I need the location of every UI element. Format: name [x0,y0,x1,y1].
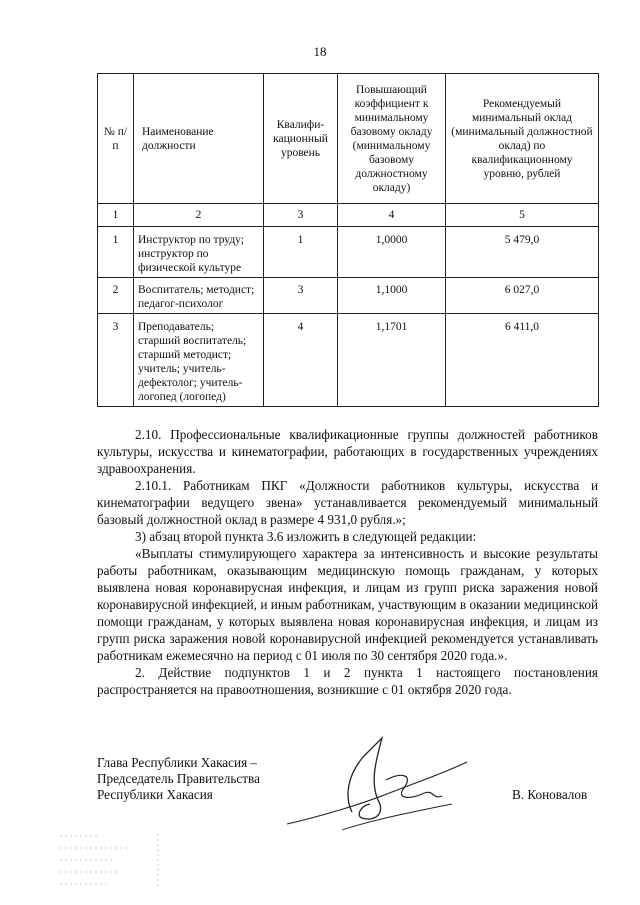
signatory-name: В. Коновалов [512,787,588,802]
signatory-title [97,755,260,803]
recommended-salary: 6 027,0 [446,278,599,314]
column-index-row [98,204,599,227]
table-row [98,278,599,314]
paragraph: 3) абзац второй пункта 3.6 изложить в следующей редакции: [135,529,477,544]
column-index: 3 [264,204,338,227]
recommended-salary: 5 479,0 [446,227,599,278]
row-number: 1 [98,227,134,278]
coefficient: 1,1000 [338,278,446,314]
header-position-name: Наименование должности [134,74,264,204]
table-row [98,314,599,407]
position-name: Преподаватель; старший воспитатель; старший методист; учитель; учитель-дефектолог; учитель-логопед (логопед) [134,314,264,407]
paragraph: 2.10. Профессиональные квалификационные группы должностей работников культуры, искусства и кинематографии, работающих в государственных учреждениях здравоохранения. [97,427,598,476]
qualification-level: 4 [264,314,338,407]
column-index: 2 [134,204,264,227]
page-number: 18 [313,44,327,59]
row-number: 2 [98,278,134,314]
paragraph: 2. Действие подпунктов 1 и 2 пункта 1 настоящего постановления распространяется на правоотношения, возникшие с 01 октября 2020 года. [97,665,598,697]
header-recommended-salary: Рекомендуемый минимальный оклад (минимальный должностной оклад) по квалификационному уровню, рублей [446,74,599,204]
signatory-title-line: Глава Республики Хакасия – [97,755,258,770]
coefficient: 1,1701 [338,314,446,407]
position-name: Воспитатель; методист; педагог-психолог [134,278,264,314]
recommended-salary: 6 411,0 [446,314,599,407]
signatory-title-line: Республики Хакасия [97,787,213,802]
header-qualification-level: Квалифи-кационный уровень [264,74,338,204]
column-index: 1 [98,204,134,227]
table-header-row [98,74,599,204]
document-body [97,426,598,698]
table-row [98,227,599,278]
header-number: № п/п [98,74,134,204]
paragraph: «Выплаты стимулирующего характера за интенсивность и высокие результаты работы работникам, оказывающим медицинскую помощь гражданам, у которых выявлена новая коронавирусная инфекция, и лицам из групп риска заражения новой коронавирусной инфекцией, и иным работникам, участвующим в оказании медицинской помощи гражданам, у которых выявлена новая коронавирусная инфекция, и лицам из групп риска заражения новой коронавирусной инфекцией рекомендуется устанавливать работникам ежемесячно на период с 01 июля по 30 сентября 2020 года.». [97,546,598,663]
handwritten-signature [282,734,472,844]
position-name: Инструктор по труду; инструктор по физической культуре [134,227,264,278]
qualification-level: 3 [264,278,338,314]
header-coefficient: Повышающий коэффициент к минимальному базовому окладу (минимальному базовому должностному окладу) [338,74,446,204]
signatory-title-line: Председатель Правительства [97,771,260,786]
salary-table [97,73,599,407]
paragraph: 2.10.1. Работникам ПКГ «Должности работников культуры, искусства и кинематографии ведущего звена» устанавливается рекомендуемый минимальный базовый должностной оклад в размере 4 931,0 рубля.»; [97,478,598,527]
column-index: 5 [446,204,599,227]
faint-stamp-marks [58,830,198,890]
qualification-level: 1 [264,227,338,278]
column-index: 4 [338,204,446,227]
row-number: 3 [98,314,134,407]
coefficient: 1,0000 [338,227,446,278]
